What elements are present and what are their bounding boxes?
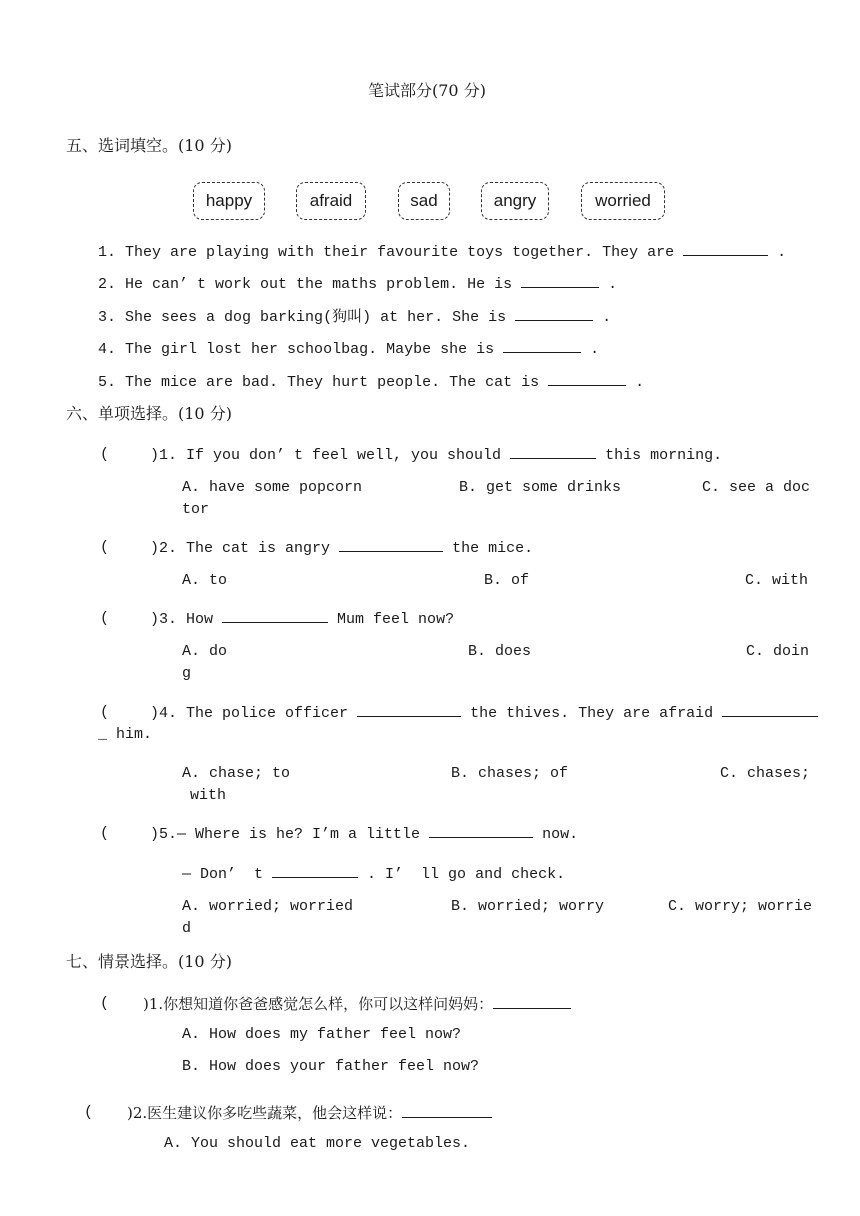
s5-item-2: 2. He can’ t work out the maths problem. He is . [98,273,617,296]
answer-blank[interactable] [722,702,818,717]
s6-q2-paren[interactable]: ( [100,539,110,556]
answer-blank[interactable] [429,823,533,838]
answer-blank[interactable] [402,1103,492,1118]
word-worried: worried [595,191,651,210]
s6-q4-option-b[interactable]: B. chases; of [451,765,569,782]
answer-blank[interactable] [510,444,596,459]
s6-q3-option-a[interactable]: A. do [182,643,228,660]
s7-q1: )1.你想知道你爸爸感觉怎么样，你可以这样问妈妈： [143,993,571,1015]
s6-q5-paren[interactable]: ( [100,825,110,842]
answer-blank[interactable] [515,306,593,321]
section7-heading: 七、情景选择。(10 分) [66,952,232,971]
s6-q4-option-a[interactable]: A. chase; to [182,765,291,782]
s6-q1-paren[interactable]: ( [100,446,110,463]
word-box-worried [581,182,665,220]
s6-q4-paren[interactable]: ( [100,704,110,721]
s6-q3-option-c-wrap: g [182,665,192,682]
s6-q3-option-c[interactable]: C. doin [746,643,810,660]
s6-q1-option-b[interactable]: B. get some drinks [459,479,622,496]
s6-q2-option-c[interactable]: C. with [745,572,809,589]
s6-q4-option-c-wrap: with [190,787,227,804]
answer-blank[interactable] [222,608,328,623]
s5-item-1: 1. They are playing with their favourite toys together. They are . [98,241,786,264]
s6-q5: )5.— Where is he? I’m a little now. [150,823,578,846]
s7-q2-option-a[interactable]: A. You should eat more vegetables. [164,1135,471,1152]
s5-item-4: 4. The girl lost her schoolbag. Maybe she is . [98,338,599,361]
s5-item-5: 5. The mice are bad. They hurt people. The cat is . [98,371,644,394]
s7-q1-paren[interactable]: ( [100,995,110,1012]
s6-q3-paren[interactable]: ( [100,610,110,627]
s7-q2: )2.医生建议你多吃些蔬菜，他会这样说： [127,1102,492,1124]
word-box-sad [398,182,450,220]
word-sad: sad [410,191,438,210]
word-happy: happy [205,191,253,210]
s6-q5-option-b[interactable]: B. worried; worry [451,898,605,915]
word-box-afraid [296,182,366,220]
s6-q1: )1. If you don’ t feel well, you should this morning. [150,444,722,467]
s6-q1-option-c[interactable]: C. see a doc [702,479,811,496]
answer-blank[interactable] [493,994,571,1009]
s5-item-3: 3. She sees a dog barking(狗叫) at her. She is . [98,306,611,329]
s6-q4: )4. The police officer the thives. They are afraid [150,702,818,725]
s6-q3: )3. How Mum feel now? [150,608,454,631]
s6-q4-option-c[interactable]: C. chases; [720,765,811,782]
s6-q5-line2: — Don’ t . I’ ll go and check. [182,863,565,886]
page-title: 笔试部分(70 分) [368,81,486,100]
s6-q5-option-a[interactable]: A. worried; worried [182,898,354,915]
section5-heading: 五、选词填空。(10 分) [66,136,232,155]
s6-q2-option-b[interactable]: B. of [484,572,530,589]
answer-blank[interactable] [683,241,768,256]
section6-heading: 六、单项选择。(10 分) [66,404,232,423]
answer-blank[interactable] [272,863,358,878]
word-angry: angry [493,191,537,210]
answer-blank[interactable] [548,371,626,386]
word-box-angry [481,182,549,220]
s6-q1-option-c-wrap: tor [182,501,210,518]
s6-q1-option-a[interactable]: A. have some popcorn [182,479,363,496]
s6-q4-line2: _ him. [98,726,153,743]
s6-q3-option-b[interactable]: B. does [468,643,532,660]
word-box-happy [193,182,265,220]
s6-q5-option-c-wrap: d [182,920,192,937]
s6-q5-option-c[interactable]: C. worry; worrie [668,898,813,915]
answer-blank[interactable] [357,702,461,717]
s7-q1-option-b[interactable]: B. How does your father feel now? [182,1058,480,1075]
s7-q1-option-a[interactable]: A. How does my father feel now? [182,1026,462,1043]
answer-blank[interactable] [503,338,581,353]
word-afraid: afraid [309,191,353,210]
s7-q2-paren[interactable]: ( [84,1104,94,1121]
s6-q2: )2. The cat is angry the mice. [150,537,533,560]
answer-blank[interactable] [521,273,599,288]
s6-q2-option-a[interactable]: A. to [182,572,228,589]
answer-blank[interactable] [339,537,443,552]
